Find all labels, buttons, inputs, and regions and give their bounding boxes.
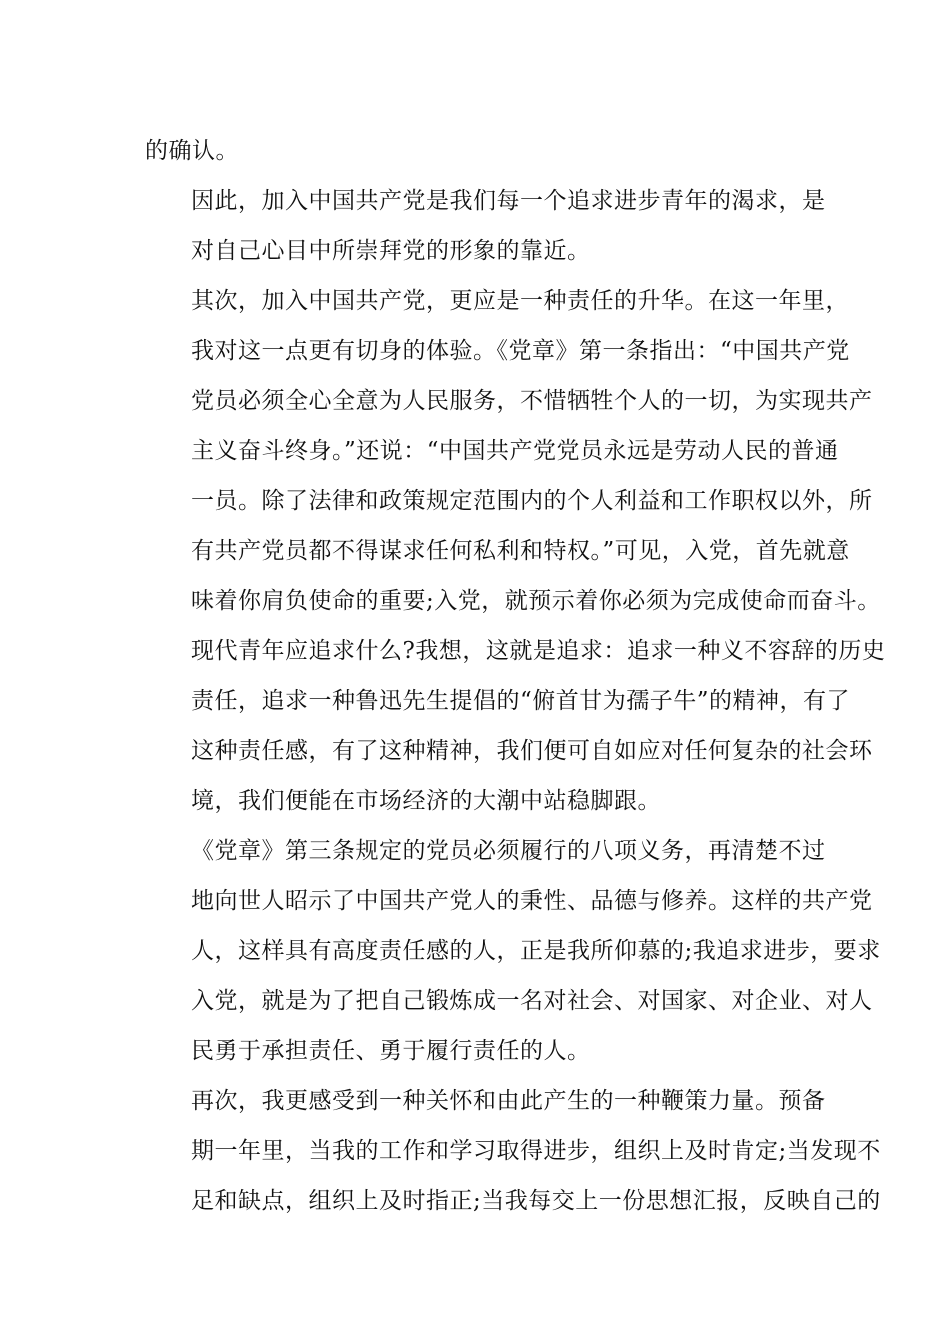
text-line: 《党章》第三条规定的党员必须履行的八项义务，再清楚不过 — [191, 838, 826, 864]
paragraph — [145, 826, 881, 1076]
text-line: 现代青年应追求什么?我想，这就是追求：追求一种义不容辞的历史 — [191, 638, 886, 664]
paragraph — [145, 126, 825, 176]
text-line: 人，这样具有高度责任感的人，正是我所仰慕的;我追求进步，要求 — [191, 938, 881, 964]
text-line: 地向世人昭示了中国共产党人的秉性、品德与修养。这样的共产党 — [191, 888, 873, 914]
text-line: 其次，加入中国共产党，更应是一种责任的升华。在这一年里， — [191, 288, 849, 314]
text-line: 再次，我更感受到一种关怀和由此产生的一种鞭策力量。预备 — [191, 1088, 826, 1114]
text-line: 我对这一点更有切身的体验。《党章》第一条指出：“中国共产党 — [191, 338, 850, 364]
text-line: 主义奋斗终身。”还说：“中国共产党党员永远是劳动人民的普通 — [191, 438, 839, 464]
text-line: 对自己心目中所崇拜党的形象的靠近。 — [191, 238, 591, 264]
text-line: 期一年里，当我的工作和学习取得进步，组织上及时肯定;当发现不 — [191, 1138, 881, 1164]
text-line: 境，我们便能在市场经济的大潮中站稳脚跟。 — [191, 788, 661, 814]
text-line: 入党，就是为了把自己锻炼成一名对社会、对国家、对企业、对人 — [191, 988, 873, 1014]
text-line: 的确认。 — [145, 138, 239, 164]
text-line: 足和缺点，组织上及时指正;当我每交上一份思想汇报，反映自己的 — [191, 1188, 881, 1214]
text-line: 这种责任感，有了这种精神，我们便可自如应对任何复杂的社会环 — [191, 738, 873, 764]
text-line: 党员必须全心全意为人民服务，不惜牺牲个人的一切，为实现共产 — [191, 388, 873, 414]
paragraph — [145, 176, 825, 276]
text-line: 责任，追求一种鲁迅先生提倡的“俯首甘为孺子牛”的精神，有了 — [191, 688, 851, 714]
text-line: 味着你肩负使命的重要;入党，就预示着你必须为完成使命而奋斗。 — [191, 588, 881, 614]
paragraph — [145, 1076, 881, 1226]
text-line: 有共产党员都不得谋求任何私利和特权。”可见，入党，首先就意 — [191, 538, 850, 564]
document-body — [145, 126, 886, 1226]
text-line: 民勇于承担责任、勇于履行责任的人。 — [191, 1038, 591, 1064]
text-line: 一员。除了法律和政策规定范围内的个人利益和工作职权以外，所 — [191, 488, 873, 514]
paragraph — [145, 276, 886, 826]
text-line: 因此，加入中国共产党是我们每一个追求进步青年的渴求，是 — [191, 188, 826, 214]
